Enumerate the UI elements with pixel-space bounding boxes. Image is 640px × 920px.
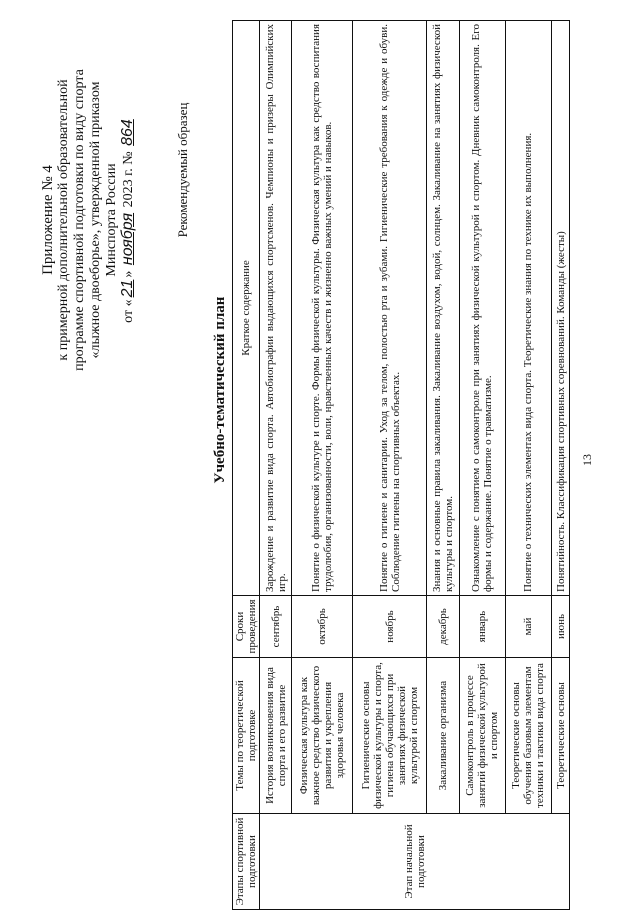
date-prefix: от « [121, 299, 136, 323]
date-day: 21 [119, 279, 136, 298]
header-topic: Темы по теоретической подготовке [233, 658, 260, 814]
table-row [552, 21, 570, 910]
content-cell: Понятие о физической культуре и спорте. Формы физической культуры. Физическая культура как средство воспитания трудолюбия, организованности, воли, нравственных качеств и жизненно важных умений и навыков. [292, 21, 353, 596]
annex-number: Приложение № 4 [40, 165, 56, 275]
content-cell: Знания и основные правила закаливания. Закаливание воздухом, водой, солнцем. Закаливание на занятиях физической культуры и спортом. [427, 21, 459, 596]
date-quote: » [121, 270, 136, 278]
stage-cell: Этап начальной подготовки [260, 814, 570, 910]
annex-date-line [120, 20, 137, 420]
date-month: ноября [119, 212, 136, 266]
term-cell: декабрь [427, 596, 459, 658]
content-cell: Понятие о гигиене и санитарии. Уход за телом, полостью рта и зубами. Гигиенические требования к одежде и обуви. Соблюдение гигиены на спортивных объектах. [352, 21, 427, 596]
term-cell: сентябрь [260, 596, 292, 658]
table-row [260, 21, 292, 910]
header-content: Краткое содержание [233, 21, 260, 596]
content-cell: Понятийность. Классификация спортивных соревнований. Команды (жесты) [552, 21, 570, 596]
content-cell: Ознакомление с понятием о самоконтроле при занятиях физической культурой и спортом. Дневник самоконтроля. Его формы и содержание. Понятие о травматизме. [459, 21, 505, 596]
topic-cell: Самоконтроль в процессе занятий физической культурой и спортом [459, 658, 505, 814]
order-number: 864 [119, 119, 136, 146]
table-row [459, 21, 505, 910]
recommended-sample: Рекомендуемый образец [175, 102, 190, 238]
term-cell: ноябрь [352, 596, 427, 658]
table-row [352, 21, 427, 910]
table-row [427, 21, 459, 910]
topic-cell: История возникновения вида спорта и его развитие [260, 658, 292, 814]
topic-cell: Теоретические основы обучения базовым элементам техники и тактики вида спорта [505, 658, 551, 814]
annex-line-3: программе спортивной подготовки по виду спорта [72, 69, 87, 371]
topic-cell: Закаливание организма [427, 658, 459, 814]
table-row [505, 21, 551, 910]
term-cell: октябрь [292, 596, 353, 658]
table-header-row [233, 21, 260, 910]
topic-cell: Теоретические основы [552, 658, 570, 814]
annex-line-5: Минспорта России [104, 163, 119, 277]
term-cell: январь [459, 596, 505, 658]
term-cell: июнь [552, 596, 570, 658]
plan-title: Учебно-тематический план [212, 296, 228, 484]
annex-block [40, 20, 137, 420]
annex-line-4: «лыжное двоеборье», утвержденной приказом [88, 81, 103, 359]
annex-line-2: к примерной дополнительной образовательной [56, 79, 71, 361]
term-cell: май [505, 596, 551, 658]
header-stage: Этапы спортивной подготовки [233, 814, 260, 910]
page-number: 13 [580, 454, 594, 466]
topic-cell: Физическая культура как важное средство физического развития и укрепления здоровья человека [292, 658, 353, 814]
content-cell: Понятие о технических элементах вида спорта. Теоретические знания по технике их выполнения. [505, 21, 551, 596]
header-term: Сроки проведения [233, 596, 260, 658]
plan-table [232, 20, 570, 910]
topic-cell: Гигиенические основы физической культуры и спорта, гигиена обучающихся при занятиях физической культурой и спортом [352, 658, 427, 814]
date-year: 2023 г. № [121, 151, 136, 208]
table-row [292, 21, 353, 910]
content-cell: Зарождение и развитие вида спорта. Автобиографии выдающихся спортсменов. Чемпионы и призеры Олимпийских игр. [260, 21, 292, 596]
